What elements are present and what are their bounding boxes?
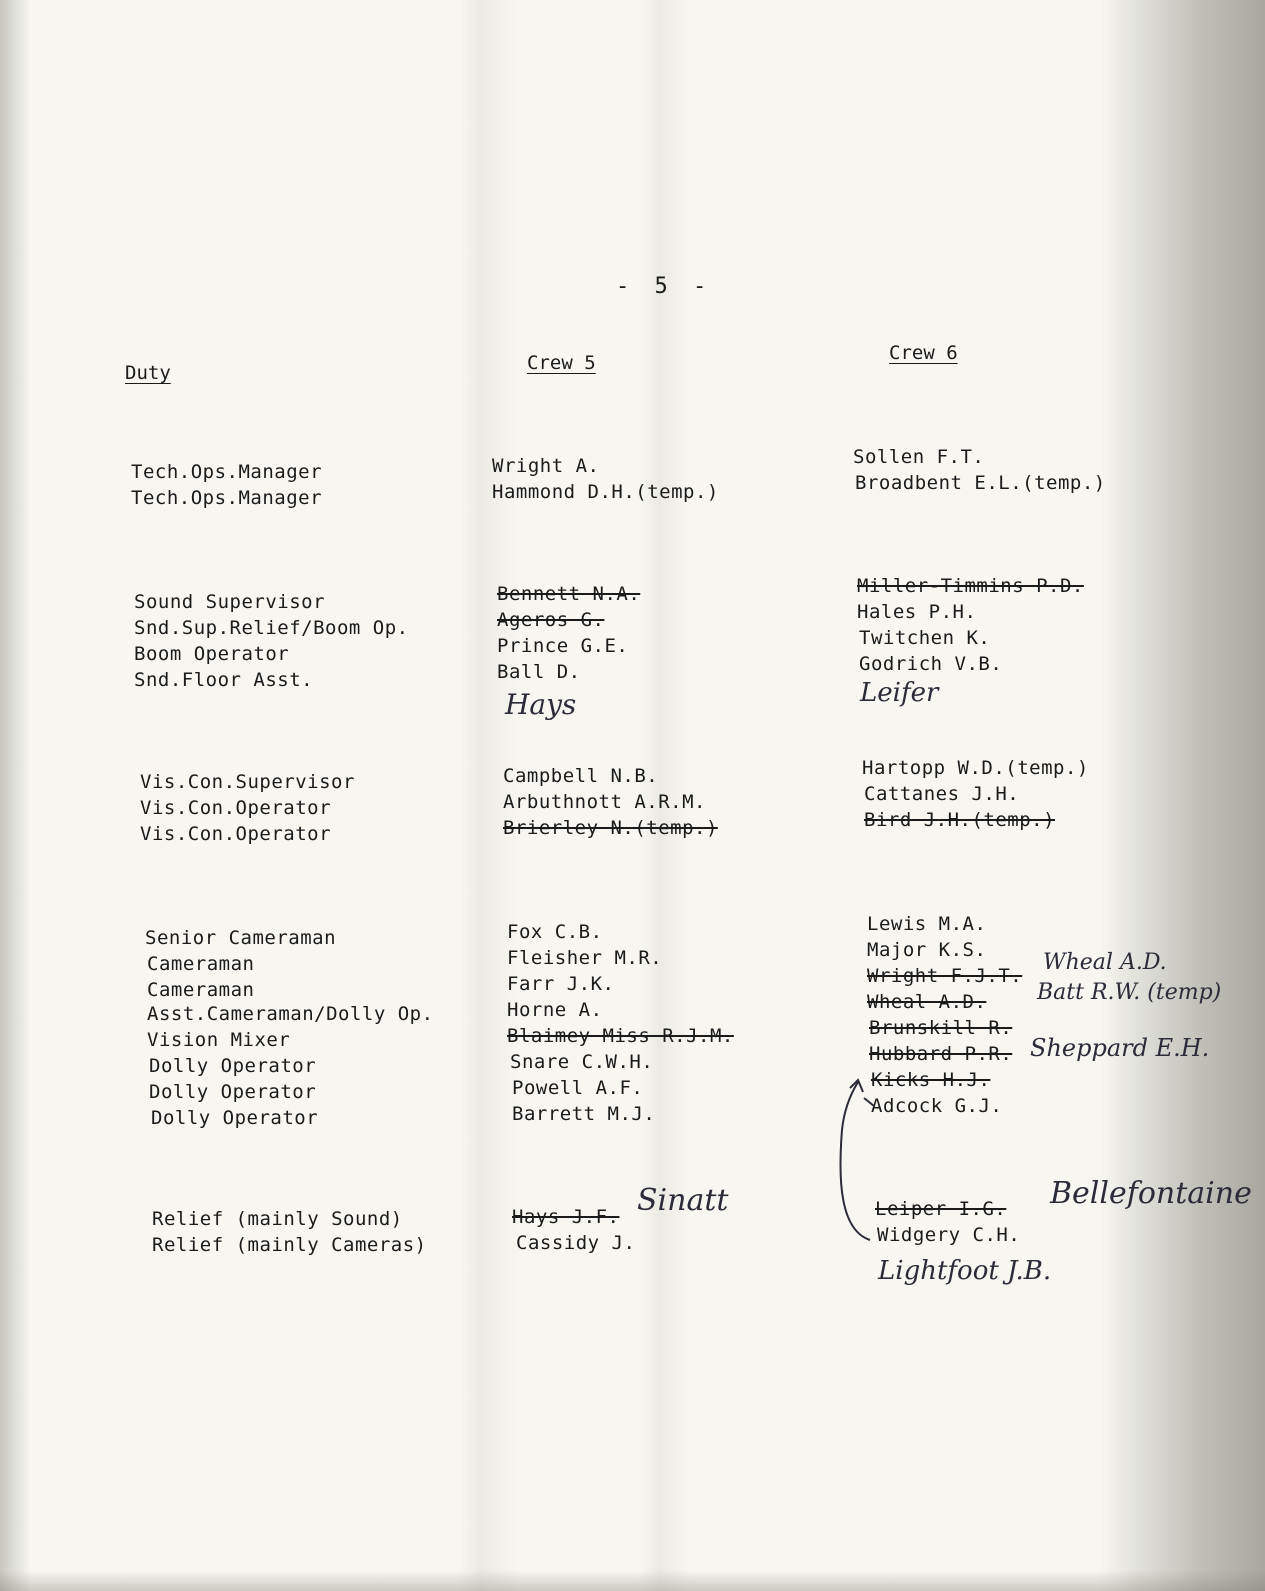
page-number: - 5 - [616,274,713,299]
crew5-line: Fleisher M.R. [507,947,663,969]
handwritten-note: Wheal A.D. [1043,950,1167,975]
handwritten-note: Hays [505,688,577,721]
scan-edge-left [0,0,30,1591]
duty-line: Dolly Operator [149,1081,317,1103]
duty-line: Tech.Ops.Manager [131,487,323,509]
crew6-line: Twitchen K. [859,627,991,649]
handwritten-note: Sheppard E.H. [1030,1034,1210,1062]
crew6-line: Cattanes J.H. [864,783,1020,805]
crew5-line: Campbell N.B. [503,765,659,787]
crew5-line: Cassidy J. [516,1232,636,1254]
handwritten-note: Bellefontaine [1050,1176,1252,1211]
duty-line: Vis.Con.Operator [140,797,332,819]
duty-line: Sound Supervisor [134,591,326,613]
duty-line: Cameraman [147,979,255,1001]
handwritten-note: Lightfoot J.B. [878,1256,1052,1286]
header-crew5: Crew 5 [527,352,596,374]
duty-line: Relief (mainly Cameras) [152,1234,427,1256]
duty-line: Cameraman [147,953,255,975]
scan-edge-bottom [0,1570,1265,1591]
duty-line: Snd.Sup.Relief/Boom Op. [134,617,409,639]
duty-line: Vis.Con.Supervisor [140,771,355,793]
crew6-line: Wright F.J.T. [867,965,1023,987]
crew6-line: Bird J.H.(temp.) [864,809,1056,831]
crew5-line: Brierley N.(temp.) [503,817,718,839]
crew5-line: Ageros G. [497,609,605,631]
handwritten-swap-arrow [830,1070,890,1250]
crew6-line: Lewis M.A. [867,913,987,935]
duty-line: Boom Operator [134,643,290,665]
crew5-line: Hammond D.H.(temp.) [492,481,719,503]
crew6-line: Godrich V.B. [859,653,1003,675]
crew5-line: Blaimey Miss R.J.M. [507,1025,734,1047]
duty-line: Relief (mainly Sound) [152,1208,403,1230]
crew5-line: Powell A.F. [512,1077,644,1099]
duty-line: Vis.Con.Operator [140,823,332,845]
crew5-line: Wright A. [492,455,600,477]
crew6-line: Leiper I.G. [875,1198,1007,1220]
duty-line: Senior Cameraman [145,927,337,949]
duty-line: Dolly Operator [149,1055,317,1077]
duty-line: Dolly Operator [151,1107,319,1129]
crew6-line: Widgery C.H. [877,1224,1021,1246]
crew6-line: Sollen F.T. [853,446,985,468]
duty-line: Snd.Floor Asst. [134,669,314,691]
crew6-line: Hartopp W.D.(temp.) [862,757,1089,779]
crew6-line: Brunskill R. [869,1017,1013,1039]
crew6-line: Miller-Timmins P.D. [857,575,1084,597]
crew5-line: Arbuthnott A.R.M. [503,791,706,813]
header-duty: Duty [125,362,171,384]
crew5-line: Fox C.B. [507,921,603,943]
handwritten-note: Batt R.W. (temp) [1037,980,1222,1005]
duty-line: Vision Mixer [147,1029,291,1051]
crew6-line: Major K.S. [867,939,987,961]
crew5-line: Bennett N.A. [497,583,641,605]
crew6-line: Hubbard P.R. [869,1043,1013,1065]
duty-line: Asst.Cameraman/Dolly Op. [147,1003,434,1025]
crew5-line: Barrett M.J. [512,1103,656,1125]
crew6-line: Broadbent E.L.(temp.) [855,472,1106,494]
handwritten-note: Leifer [860,678,939,708]
crew5-line: Snare C.W.H. [510,1051,654,1073]
crew5-line: Prince G.E. [497,635,629,657]
crew5-line: Ball D. [497,661,581,683]
crew6-line: Wheal A.D. [867,991,987,1013]
crew5-line: Farr J.K. [507,973,615,995]
crew5-line: Horne A. [507,999,603,1021]
crew5-line: Hays J.F. [512,1206,620,1228]
handwritten-note: Sinatt [637,1183,729,1218]
duty-line: Tech.Ops.Manager [131,461,323,483]
crew6-line: Kicks H.J. [871,1069,991,1091]
crew6-line: Hales P.H. [857,601,977,623]
header-crew6: Crew 6 [889,342,958,364]
crew6-line: Adcock G.J. [871,1095,1003,1117]
